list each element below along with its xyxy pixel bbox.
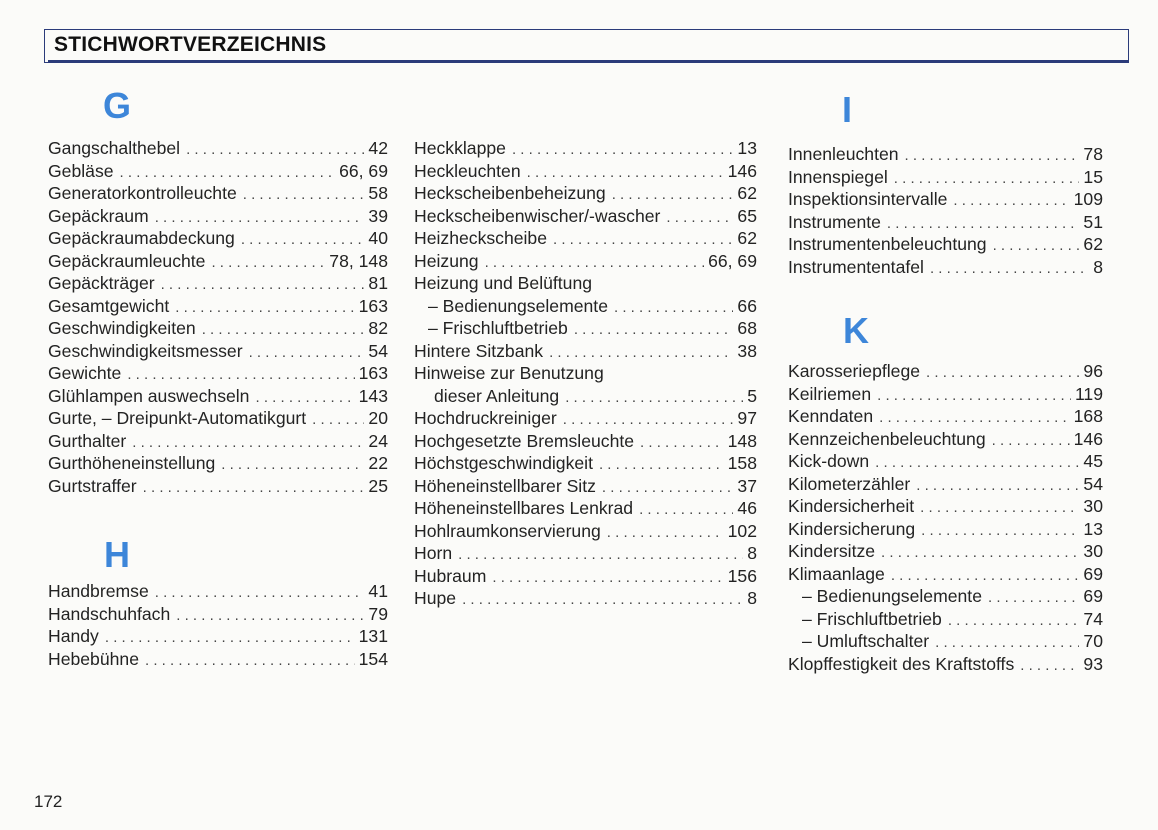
- index-term: Hinweise zur Benutzung: [414, 363, 604, 383]
- index-page-ref: 168: [1073, 406, 1103, 426]
- index-entry: [414, 317, 757, 340]
- section-letter-k: K: [843, 310, 869, 351]
- leader-dots: [553, 229, 733, 252]
- index-entry: [48, 385, 388, 408]
- index-page-ref: 158: [727, 453, 757, 473]
- leader-dots: [221, 454, 364, 477]
- leader-dots: [920, 497, 1079, 520]
- index-term: Innenspiegel: [788, 166, 888, 187]
- index-page-ref: 78, 148: [329, 250, 388, 271]
- index-page-ref: 22: [368, 453, 388, 473]
- leader-dots: [145, 650, 355, 673]
- index-entry: [48, 340, 388, 363]
- index-page-ref: 66: [737, 295, 757, 316]
- index-entry: [48, 272, 388, 295]
- index-page-ref: 163: [358, 295, 388, 316]
- index-page-ref: 54: [1083, 473, 1103, 494]
- index-term: Heizung: [414, 250, 479, 271]
- index-term: Kindersicherheit: [788, 496, 915, 516]
- leader-dots: [155, 207, 365, 230]
- index-term: Gurte, – Dreipunkt-Automatikgurt: [48, 408, 307, 428]
- index-page-ref: 62: [737, 228, 757, 248]
- index-entry: [788, 518, 1103, 541]
- leader-dots: [143, 477, 365, 500]
- index-term: Klopffestigkeit des Kraftstoffs: [788, 653, 1015, 674]
- index-page-ref: 82: [368, 318, 388, 338]
- index-page-ref: 69: [1083, 586, 1103, 606]
- index-term: Kilometerzähler: [788, 473, 911, 494]
- leader-dots: [935, 632, 1079, 655]
- index-entry: [48, 250, 388, 273]
- index-page-ref: 97: [737, 408, 757, 428]
- index-page-ref: 20: [368, 408, 388, 428]
- leader-dots: [921, 520, 1079, 543]
- index-column-k: [788, 360, 1103, 675]
- index-term: Hupe: [414, 588, 457, 608]
- leader-dots: [953, 190, 1069, 213]
- index-entry: [788, 630, 1103, 653]
- index-entry: [788, 233, 1103, 256]
- index-term: Gepäckraumleuchte: [48, 250, 206, 271]
- leader-dots: [666, 207, 733, 230]
- index-page-ref: 69: [1083, 563, 1103, 584]
- index-entry: [414, 520, 757, 543]
- index-entry: [414, 160, 757, 183]
- index-page-ref: 119: [1074, 383, 1103, 404]
- leader-dots: [1020, 655, 1079, 678]
- leader-dots: [881, 542, 1079, 565]
- index-page-ref: 41: [368, 581, 388, 601]
- leader-dots: [512, 139, 733, 162]
- index-entry: [414, 362, 757, 385]
- index-entry: [788, 495, 1103, 518]
- leader-dots: [599, 454, 724, 477]
- index-column-h-a: [48, 580, 388, 670]
- index-term: Handschuhfach: [48, 603, 171, 624]
- index-page-ref: 68: [737, 318, 757, 338]
- index-page-ref: 51: [1083, 211, 1103, 232]
- header-rule: [48, 60, 1129, 62]
- index-entry: [48, 160, 388, 183]
- leader-dots: [948, 610, 1080, 633]
- index-page-ref: 146: [1073, 428, 1103, 449]
- index-page-ref: 78: [1083, 144, 1103, 164]
- index-entry: [414, 475, 757, 498]
- index-page-ref: 40: [368, 228, 388, 248]
- index-page-ref: 70: [1083, 631, 1103, 651]
- index-page-ref: 8: [747, 543, 757, 563]
- index-page-ref: 39: [368, 205, 388, 226]
- index-page-ref: 30: [1083, 541, 1103, 561]
- index-page-ref: 81: [368, 273, 388, 293]
- index-term: Instrumente: [788, 211, 881, 232]
- index-page-ref: 66, 69: [708, 250, 757, 271]
- leader-dots: [255, 387, 354, 410]
- page-number: 172: [34, 792, 63, 811]
- index-entry: [414, 452, 757, 475]
- leader-dots: [161, 274, 365, 297]
- leader-dots: [930, 258, 1089, 281]
- leader-dots: [243, 184, 365, 207]
- index-entry: [788, 256, 1103, 279]
- leader-dots: [127, 364, 354, 387]
- index-page-ref: 45: [1083, 451, 1103, 471]
- leader-dots: [549, 342, 733, 365]
- index-column-i: [788, 143, 1103, 278]
- index-term: Hebebühne: [48, 648, 139, 669]
- index-term: Heckscheibenbeheizung: [414, 183, 606, 203]
- section-letter-i: I: [842, 89, 853, 130]
- index-term: Höchstgeschwindigkeit: [414, 453, 593, 473]
- index-entry: [414, 587, 757, 610]
- leader-dots: [639, 499, 733, 522]
- leader-dots: [894, 168, 1080, 191]
- index-entry: [414, 542, 757, 565]
- index-term: Gurthalter: [48, 430, 127, 451]
- index-page-ref: 38: [737, 340, 757, 361]
- index-entry: [48, 603, 388, 626]
- index-page-ref: 58: [368, 183, 388, 203]
- index-entry: [414, 182, 757, 205]
- index-term: Instrumentenbeleuchtung: [788, 234, 987, 254]
- index-term: – Umluftschalter: [802, 631, 930, 651]
- leader-dots: [176, 605, 364, 628]
- index-term: Hochgesetzte Bremsleuchte: [414, 430, 635, 451]
- index-term: Gebläse: [48, 160, 114, 181]
- leader-dots: [891, 565, 1080, 588]
- index-entry: [48, 205, 388, 228]
- leader-dots: [877, 385, 1071, 408]
- page-title: STICHWORTVERZEICHNIS: [54, 33, 327, 56]
- index-entry: [788, 383, 1103, 406]
- index-page-ref: 148: [727, 430, 757, 451]
- index-entry: [788, 653, 1103, 676]
- index-entry: [48, 452, 388, 475]
- index-entry: [414, 227, 757, 250]
- leader-dots: [563, 409, 734, 432]
- index-page-ref: 79: [368, 603, 388, 624]
- index-entry: [48, 430, 388, 453]
- index-term: Höheneinstellbarer Sitz: [414, 475, 596, 496]
- index-entry: [788, 428, 1103, 451]
- index-term: Heckklappe: [414, 138, 506, 158]
- index-entry: [788, 563, 1103, 586]
- leader-dots: [527, 162, 724, 185]
- index-term: Klimaanlage: [788, 563, 885, 584]
- index-term: Höheneinstellbares Lenkrad: [414, 498, 634, 518]
- index-term: Innenleuchten: [788, 144, 899, 164]
- leader-dots: [458, 544, 743, 567]
- index-term: – Frischluftbetrieb: [802, 608, 942, 629]
- index-term: Gepäckraumabdeckung: [48, 228, 235, 248]
- leader-dots: [926, 362, 1079, 385]
- leader-dots: [105, 627, 355, 650]
- index-term: Gepäckträger: [48, 273, 155, 293]
- leader-dots: [249, 342, 365, 365]
- index-term: Handy: [48, 626, 99, 646]
- index-term: – Bedienungselemente: [428, 295, 608, 316]
- index-term: Hohlraumkonservierung: [414, 520, 601, 541]
- index-term: – Bedienungselemente: [802, 586, 982, 606]
- index-term: Heizheckscheibe: [414, 228, 548, 248]
- index-entry: [414, 340, 757, 363]
- index-term: Karosseriepflege: [788, 361, 921, 381]
- index-entry: [414, 137, 757, 160]
- index-entry: [48, 182, 388, 205]
- index-entry: [788, 585, 1103, 608]
- leader-dots: [614, 297, 733, 320]
- index-entry: [414, 205, 757, 228]
- index-entry: [414, 250, 757, 273]
- leader-dots: [492, 567, 723, 590]
- index-page-ref: 66, 69: [339, 160, 388, 181]
- index-page-ref: 131: [358, 626, 388, 646]
- leader-dots: [992, 430, 1070, 453]
- index-entry: [788, 166, 1103, 189]
- index-term: Glühlampen auswechseln: [48, 385, 250, 406]
- leader-dots: [887, 213, 1080, 236]
- index-entry: [414, 430, 757, 453]
- index-entry: [48, 362, 388, 385]
- leader-dots: [602, 477, 734, 500]
- index-entry: [788, 608, 1103, 631]
- leader-dots: [993, 235, 1080, 258]
- index-term: Hubraum: [414, 565, 487, 586]
- index-entry: [788, 360, 1103, 383]
- index-entry: [788, 450, 1103, 473]
- leader-dots: [916, 475, 1079, 498]
- leader-dots: [175, 297, 354, 320]
- index-page-ref: 102: [727, 520, 757, 541]
- leader-dots: [879, 407, 1070, 430]
- index-term: Gesamtgewicht: [48, 295, 170, 316]
- index-term: Keilriemen: [788, 383, 872, 404]
- leader-dots: [132, 432, 364, 455]
- index-term: Kindersitze: [788, 541, 876, 561]
- index-term: Geschwindigkeiten: [48, 318, 196, 338]
- index-entry: [414, 565, 757, 588]
- index-term: Handbremse: [48, 581, 149, 601]
- index-page-ref: 163: [358, 363, 388, 383]
- index-term: Heckleuchten: [414, 160, 521, 181]
- leader-dots: [202, 319, 365, 342]
- index-page-ref: 65: [737, 205, 757, 226]
- index-term: Gangschalthebel: [48, 138, 181, 158]
- index-page-ref: 146: [727, 160, 757, 181]
- index-entry: [414, 272, 757, 295]
- index-term: Gepäckraum: [48, 205, 149, 226]
- index-entry: [48, 137, 388, 160]
- index-entry: [48, 625, 388, 648]
- leader-dots: [607, 522, 724, 545]
- section-letter-g: G: [103, 85, 132, 126]
- index-page-ref: 74: [1083, 608, 1103, 629]
- leader-dots: [612, 184, 734, 207]
- leader-dots: [120, 162, 336, 185]
- index-page-ref: 24: [368, 430, 388, 451]
- index-page-ref: 8: [747, 588, 757, 608]
- index-term: Heckscheibenwischer/-wascher: [414, 205, 661, 226]
- index-term: Kick-down: [788, 451, 870, 471]
- leader-dots: [875, 452, 1079, 475]
- index-term: Instrumententafel: [788, 256, 924, 277]
- index-entry: [788, 473, 1103, 496]
- index-entry: [48, 475, 388, 498]
- index-page-ref: 154: [358, 648, 388, 669]
- index-term: Kennzeichenbeleuchtung: [788, 428, 986, 449]
- index-page-ref: 15: [1083, 166, 1103, 187]
- index-page-ref: 62: [1083, 234, 1103, 254]
- index-entry: [788, 143, 1103, 166]
- leader-dots: [312, 409, 364, 432]
- leader-dots: [211, 252, 325, 275]
- leader-dots: [485, 252, 705, 275]
- leader-dots: [574, 319, 734, 342]
- index-entry: [788, 188, 1103, 211]
- index-entry: [48, 317, 388, 340]
- index-page-ref: 143: [358, 385, 388, 406]
- index-term: Gewichte: [48, 363, 122, 383]
- index-term: Gurthöheneinstellung: [48, 453, 216, 473]
- index-page-ref: 8: [1093, 256, 1103, 277]
- leader-dots: [155, 582, 365, 605]
- leader-dots: [640, 432, 724, 455]
- index-term: Horn: [414, 543, 453, 563]
- index-column-g: [48, 137, 388, 497]
- index-page-ref: 30: [1083, 496, 1103, 516]
- index-page-ref: 46: [737, 498, 757, 518]
- index-term: dieser Anleitung: [434, 385, 560, 406]
- index-entry: [48, 227, 388, 250]
- index-entry: [788, 540, 1103, 563]
- index-entry: [414, 497, 757, 520]
- leader-dots: [186, 139, 364, 162]
- index-term: Inspektionsintervalle: [788, 189, 948, 209]
- leader-dots: [565, 387, 743, 410]
- index-page-ref: 109: [1073, 189, 1103, 209]
- index-page-ref: 54: [368, 340, 388, 361]
- index-page-ref: 42: [368, 138, 388, 158]
- index-page-ref: 5: [747, 385, 757, 406]
- index-term: Geschwindigkeitsmesser: [48, 340, 243, 361]
- index-entry: [48, 580, 388, 603]
- leader-dots: [241, 229, 365, 252]
- index-term: Kenndaten: [788, 406, 874, 426]
- index-page-ref: 25: [368, 475, 388, 496]
- index-entry: [414, 295, 757, 318]
- index-entry: [48, 648, 388, 671]
- index-term: – Frischluftbetrieb: [428, 318, 568, 338]
- index-entry: [414, 407, 757, 430]
- index-term: Kindersicherung: [788, 518, 916, 539]
- index-entry: [788, 405, 1103, 428]
- index-entry: [48, 295, 388, 318]
- index-page-ref: 156: [727, 565, 757, 586]
- index-entry: [48, 407, 388, 430]
- index-term: Gurtstraffer: [48, 475, 137, 496]
- index-entry: [788, 211, 1103, 234]
- leader-dots: [988, 587, 1079, 610]
- index-column-h-b: [414, 137, 757, 610]
- index-entry: [414, 385, 757, 408]
- index-term: Hochdruckreiniger: [414, 408, 557, 428]
- index-page-ref: 13: [1083, 518, 1103, 539]
- index-page-ref: 37: [737, 475, 757, 496]
- leader-dots: [905, 145, 1080, 168]
- section-letter-h: H: [104, 534, 130, 575]
- index-page-ref: 93: [1083, 653, 1103, 674]
- index-term: Hintere Sitzbank: [414, 340, 544, 361]
- leader-dots: [462, 589, 743, 612]
- index-page-ref: 96: [1083, 361, 1103, 381]
- index-term: Heizung und Belüftung: [414, 273, 593, 293]
- index-term: Generatorkontrolleuchte: [48, 183, 237, 203]
- index-page-ref: 13: [737, 138, 757, 158]
- index-page-ref: 62: [737, 183, 757, 203]
